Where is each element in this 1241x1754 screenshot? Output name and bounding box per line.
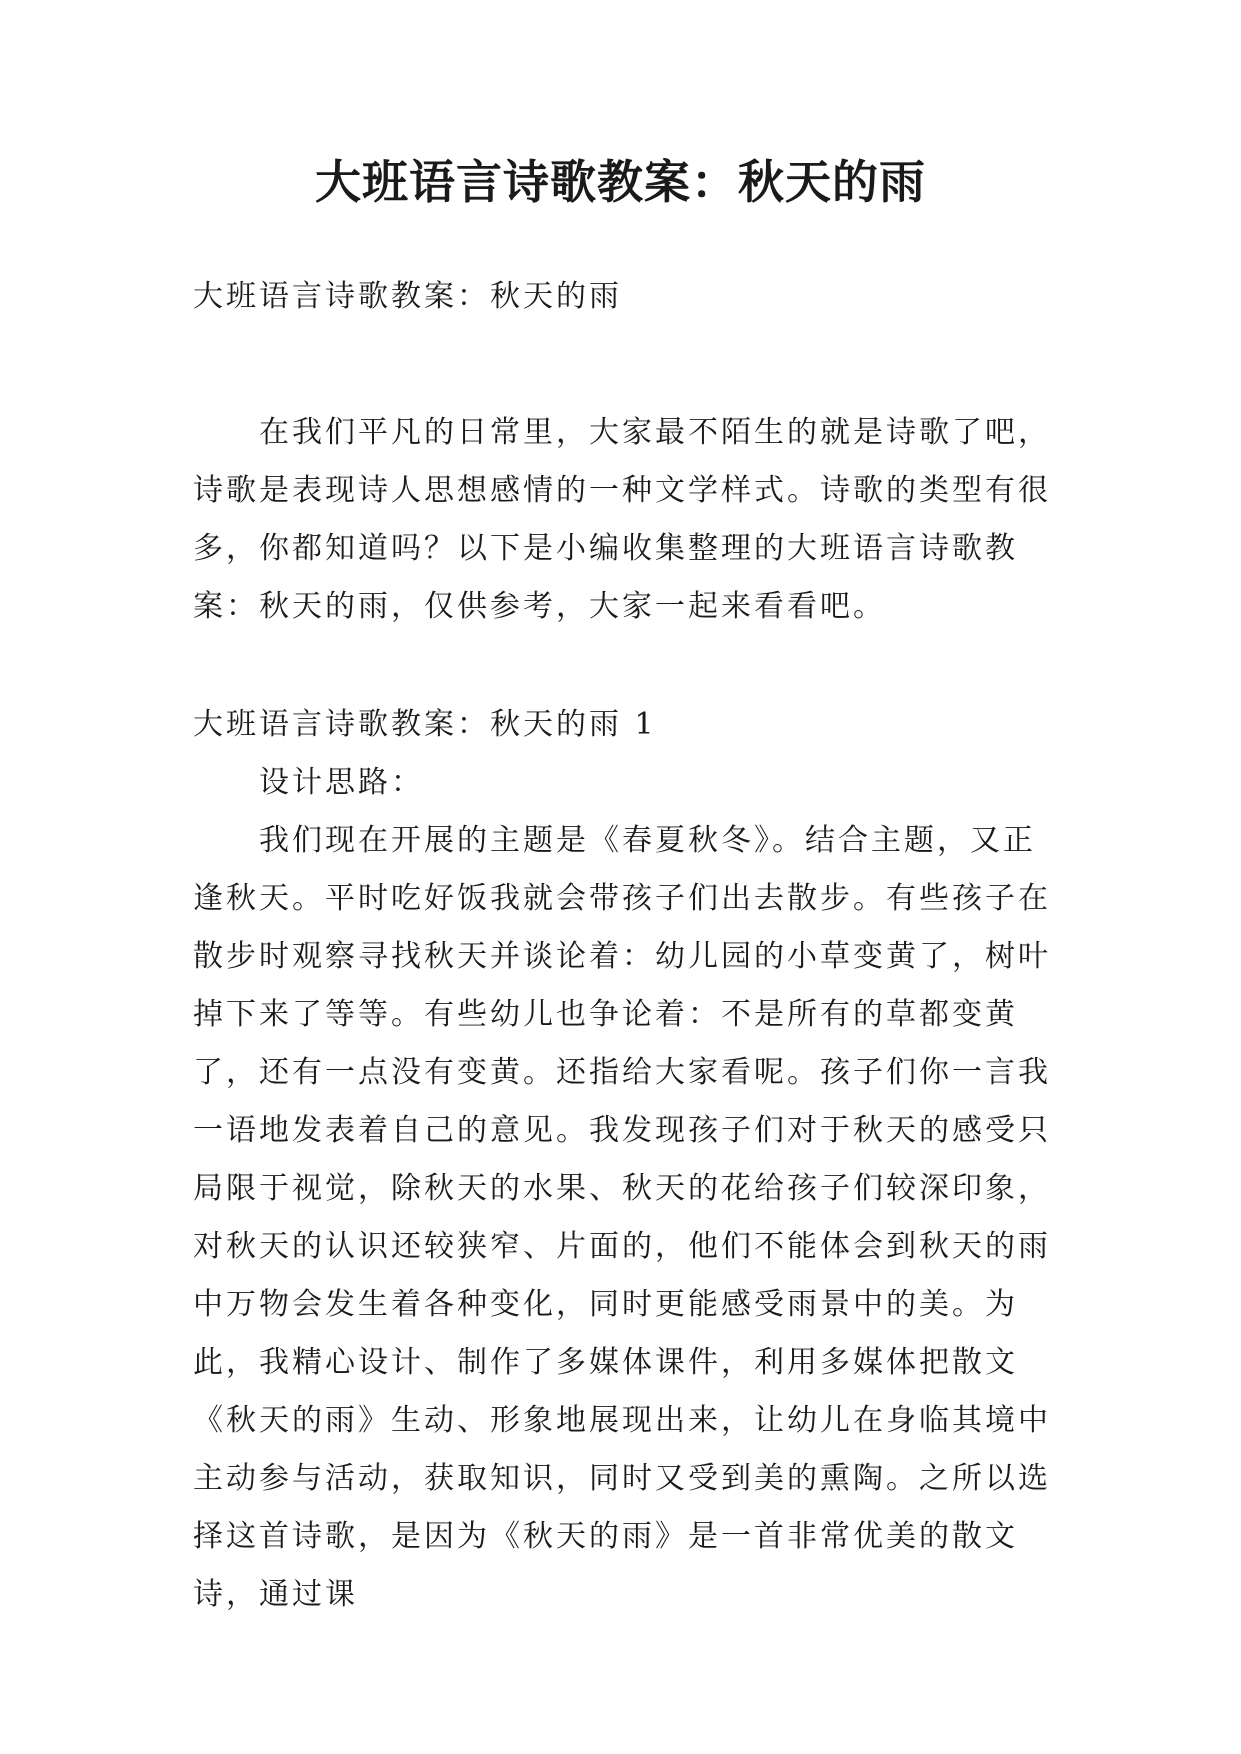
document-subtitle: 大班语言诗歌教案：秋天的雨	[193, 279, 622, 314]
design-body-paragraph: 我们现在开展的主题是《春夏秋冬》。结合主题，又正逢秋天。平时吃好饭我就会带孩子们出去散步。有些孩子在散步时观察寻找秋天并谈论着：幼儿园的小草变黄了，树叶掉下来了等等。有些幼儿也争论着：不是所有的草都变黄了，还有一点没有变黄。还指给大家看呢。孩子们你一言我一语地发表着自己的意见。我发现孩子们对于秋天的感受只局限于视觉，除秋天的水果、秋天的花给孩子们较深印象，对秋天的认识还较狭窄、片面的，他们不能体会到秋天的雨中万物会发生着各种变化，同时更能感受雨景中的美。为此，我精心设计、制作了多媒体课件，利用多媒体把散文《秋天的雨》生动、形象地展现出来，让幼儿在身临其境中主动参与活动，获取知识，同时又受到美的熏陶。之所以选择这首诗歌，是因为《秋天的雨》是一首非常优美的散文诗，通过课	[193, 823, 1051, 1612]
design-label: 设计思路：	[259, 765, 424, 800]
section-heading: 大班语言诗歌教案：秋天的雨 1	[193, 707, 657, 742]
document-title: 大班语言诗歌教案：秋天的雨	[315, 155, 926, 209]
intro-paragraph: 在我们平凡的日常里，大家最不陌生的就是诗歌了吧，诗歌是表现诗人思想感情的一种文学样式。诗歌的类型有很多，你都知道吗？以下是小编收集整理的大班语言诗歌教案：秋天的雨，仅供参考，大家一起来看看吧。	[193, 415, 1051, 624]
